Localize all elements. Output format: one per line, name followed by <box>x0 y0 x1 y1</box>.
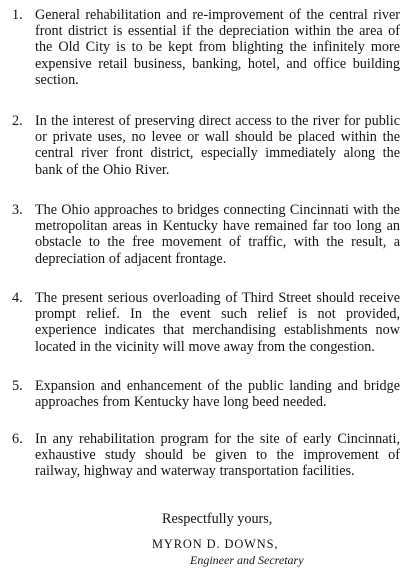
list-item-1 <box>12 7 400 88</box>
list-item-5 <box>12 378 400 410</box>
item-number: 5. <box>12 378 23 394</box>
list-item-2 <box>12 113 400 178</box>
item-number: 6. <box>12 431 23 447</box>
list-item-4 <box>12 290 400 355</box>
list-item-6 <box>12 431 400 480</box>
item-number: 2. <box>12 113 23 129</box>
item-number: 4. <box>12 290 23 306</box>
item-text: In any rehabilitation program for the site of early Cincinnati, exhaustive study should be given to the improvement of railway, highway and waterway transportation facilities. <box>35 431 400 480</box>
list-item-3 <box>12 202 400 267</box>
item-text: General rehabilitation and re-improvement of the central river front district is essential if the depreciation within the area of the Old City is to be kept from blighting the infinitely more expensive retail business, banking, hotel, and office building section. <box>35 7 400 88</box>
item-text: In the interest of preserving direct access to the river for public or private uses, no levee or wall should be placed within the central river front district, especially immediately along the bank of the Ohio River. <box>35 113 400 178</box>
item-text: The present serious overloading of Third Street should receive prompt relief. In the event such relief is not provided, experience indicates that merchandising establishments now located in the vicinity will move away from the congestion. <box>35 290 400 355</box>
closing-salutation: Respectfully yours, <box>162 511 273 527</box>
signer-title: Engineer and Secretary <box>190 553 304 567</box>
item-text: The Ohio approaches to bridges connecting Cincinnati with the metropolitan areas in Kentucky have remained far too long an obstacle to the free movement of traffic, with the result, a depreciation of adjacent frontage. <box>35 202 400 267</box>
item-text: Expansion and enhancement of the public landing and bridge approaches from Kentucky have long beed needed. <box>35 378 400 411</box>
signer-name: MYRON D. DOWNS, <box>152 537 279 551</box>
item-number: 1. <box>12 7 23 23</box>
item-number: 3. <box>12 202 23 218</box>
